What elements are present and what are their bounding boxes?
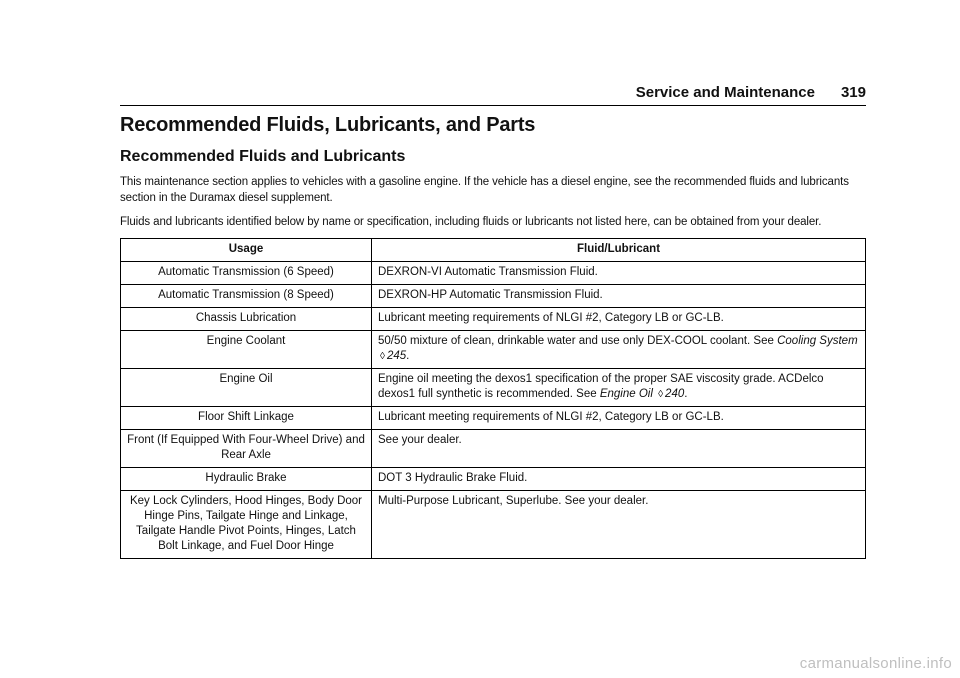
fluid-cell: DOT 3 Hydraulic Brake Fluid. [372,468,866,491]
fluid-text: 50/50 mixture of clean, drinkable water and use only DEX-COOL coolant. See [378,335,774,347]
usage-cell: Automatic Transmission (8 Speed) [121,285,372,308]
usage-cell: Engine Coolant [121,331,372,369]
fluid-cell [372,331,866,369]
table-row [121,262,866,285]
fluid-text-end: . [406,350,410,362]
fluid-cell [372,369,866,407]
fluid-cell: DEXRON-HP Automatic Transmission Fluid. [372,285,866,308]
usage-cell: Engine Oil [121,369,372,407]
table-row [121,430,866,468]
fluid-text: Engine oil meeting the dexos1 specification of the proper SAE viscosity grade. ACDelco dexos1 full synthetic is recommended. See [378,373,824,400]
engine-oil-link[interactable]: Engine Oil [599,388,653,400]
fluid-text-end: . [684,388,688,400]
fluid-column-header: Fluid/Lubricant [372,239,866,262]
watermark: carmanualsonline.info [799,655,952,672]
intro-paragraph-1: This maintenance section applies to vehicles with a gasoline engine. If the vehicle has a diesel engine, see the recommended fluids and lubricants section in the Duramax diesel supplement. [120,176,849,204]
cooling-system-link[interactable]: Cooling System [777,335,858,347]
engine-oil-page-link[interactable]: 240 [665,388,685,400]
fluid-cell: See your dealer. [372,430,866,468]
page-reference-icon: ◊ [380,351,385,362]
fluid-cell: Lubricant meeting requirements of NLGI #2, Category LB or GC-LB. [372,407,866,430]
running-header [120,84,866,101]
fluid-cell: Lubricant meeting requirements of NLGI #2, Category LB or GC-LB. [372,308,866,331]
usage-cell: Key Lock Cylinders, Hood Hinges, Body Door Hinge Pins, Tailgate Hinge and Linkage, Tailgate Handle Pivot Points, Hinges, Latch Bolt Linkage, and Fuel Door Hinge [121,491,372,559]
usage-column-header: Usage [121,239,372,262]
table-row [121,369,866,407]
table-row [121,308,866,331]
usage-cell: Front (If Equipped With Four-Wheel Drive) and Rear Axle [121,430,372,468]
page-content [120,112,866,559]
fluid-cell: Multi-Purpose Lubricant, Superlube. See your dealer. [372,491,866,559]
usage-cell: Automatic Transmission (6 Speed) [121,262,372,285]
table-row [121,468,866,491]
usage-cell: Floor Shift Linkage [121,407,372,430]
table-row [121,407,866,430]
section-name: Service and Maintenance [635,84,815,101]
intro-paragraph-2: Fluids and lubricants identified below by name or specification, including fluids or lubricants not listed here, can be obtained from your dealer. [120,216,822,228]
page-number: 319 [840,84,866,101]
page-reference-icon: ◊ [658,389,664,400]
table-row [121,491,866,559]
table-header-row [121,239,866,262]
table-row [121,331,866,369]
usage-cell: Hydraulic Brake [121,468,372,491]
cooling-system-page-link[interactable]: 245 [386,350,407,362]
fluids-table [120,238,866,559]
header-rule [120,105,866,106]
section-subtitle: Recommended Fluids and Lubricants [120,148,406,165]
usage-cell: Chassis Lubrication [121,308,372,331]
page-title: Recommended Fluids, Lubricants, and Parts [120,114,536,136]
fluid-cell: DEXRON-VI Automatic Transmission Fluid. [372,262,866,285]
table-row [121,285,866,308]
